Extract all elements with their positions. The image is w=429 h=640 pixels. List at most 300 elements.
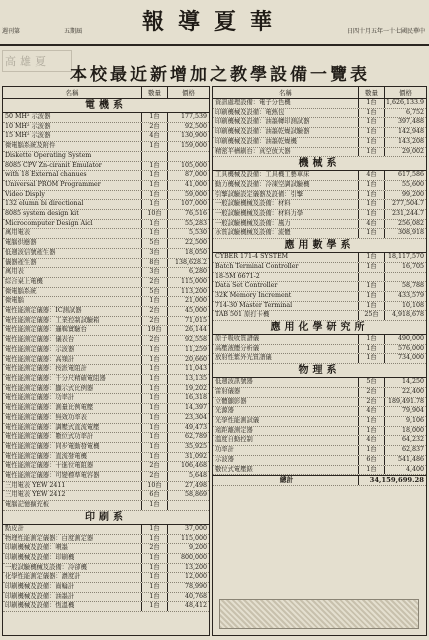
cell-price: [384, 273, 426, 282]
cell-price: 48,412: [167, 602, 209, 611]
cell-price: 62,789: [167, 433, 209, 442]
cell-name: CYBER 171-4 SYSTEM: [215, 253, 289, 261]
cell-name: 電性能測定儀器：示波器: [5, 345, 75, 353]
cell-name: 功率計: [215, 446, 234, 454]
total-value: 34,159,699.28: [358, 476, 426, 485]
cell-price: 105,000: [167, 162, 209, 171]
right-column: [212, 86, 427, 636]
cell-name: 引擎試驗設定儀器及設備：引擎: [215, 190, 304, 198]
cell-price: 37,000: [167, 525, 209, 534]
cell-qty: 1台: [358, 99, 384, 108]
cell-price: 78,990: [167, 583, 209, 592]
table-row: [3, 210, 209, 220]
cell-name: 8085 system design kit: [5, 210, 79, 218]
table-row: [3, 346, 209, 356]
table-row: [213, 282, 426, 292]
cell-qty: 2台: [141, 462, 167, 471]
cell-name: 資訊處理設備：電子分色機: [215, 99, 291, 106]
cell-price: 16,705: [384, 263, 426, 272]
cell-qty: 1台: [358, 466, 384, 475]
cell-price: 59,000: [167, 191, 209, 200]
cell-qty: 2台: [141, 278, 167, 287]
cell-qty: 5台: [141, 239, 167, 248]
cell-qty: 5台: [141, 288, 167, 297]
table-row: [3, 229, 209, 239]
cell-qty: 2台: [141, 123, 167, 132]
cell-price: 20,660: [167, 356, 209, 365]
cell-price: 49,473: [167, 424, 209, 433]
cell-price: 71,015: [167, 317, 209, 326]
cell-qty: 1台: [358, 200, 384, 209]
table-row: [3, 220, 209, 230]
cell-qty: 1台: [141, 142, 167, 151]
cell-qty: 1台: [358, 335, 384, 344]
table-row: [213, 388, 426, 398]
cell-name: 放射性紫外光質譜儀: [215, 354, 272, 362]
table-row: [3, 297, 209, 307]
cell-price: 18,000: [384, 427, 426, 436]
cell-qty: 1台: [358, 292, 384, 301]
cell-price: [167, 152, 209, 161]
paper-name: 報導夏華: [142, 9, 287, 35]
cell-name: 電性能測定儀器：無效功率表: [5, 413, 87, 421]
cell-qty: 8台: [141, 259, 167, 268]
cell-qty: 1台: [358, 446, 384, 455]
cell-name: 電性能測定儀器：調壓式直流電壓: [5, 423, 100, 431]
cell-name: 微電腦: [5, 297, 24, 305]
table-row: [3, 162, 209, 172]
cell-name: 萬用電表: [5, 229, 31, 237]
cell-name: 動力機械及設備：冷凍空調試驗機: [215, 180, 310, 188]
cell-name: Batch Terminal Controller: [215, 262, 299, 270]
cell-name: 物理性能測定儀器：白度測定器: [5, 534, 94, 542]
cell-qty: [141, 152, 167, 161]
cell-qty: 1台: [141, 583, 167, 592]
cell-qty: 1台: [358, 263, 384, 272]
cell-qty: 2台: [141, 307, 167, 316]
table-row: [213, 345, 426, 355]
cell-price: 115,000: [167, 535, 209, 544]
cell-price: 58,869: [167, 491, 209, 500]
section-title: 電機系: [3, 99, 209, 113]
cell-price: 99,200: [384, 191, 426, 200]
table-row: [213, 109, 426, 119]
cell-qty: 1台: [358, 191, 384, 200]
cell-name: 數位式電壓錶: [215, 465, 253, 473]
section-title: 印刷系: [3, 511, 209, 525]
header-qty: 數量: [358, 87, 384, 98]
header-name: 名稱: [65, 89, 79, 97]
table-row: [3, 433, 209, 443]
cell-qty: 1台: [141, 191, 167, 200]
cell-qty: 10台: [141, 482, 167, 491]
right-table-body: [213, 99, 426, 475]
table-row: [213, 456, 426, 466]
cell-name: Video Disply: [5, 190, 45, 198]
table-row: [3, 394, 209, 404]
cell-qty: 2台: [141, 336, 167, 345]
cell-price: 5,530: [167, 229, 209, 238]
cell-qty: 4台: [358, 407, 384, 416]
cell-price: 55,283: [167, 220, 209, 229]
cell-name: 一般試驗機械及設備：材料力學: [215, 210, 304, 218]
table-row: [3, 181, 209, 191]
cell-price: 107,000: [167, 200, 209, 209]
cell-price: 14,397: [167, 404, 209, 413]
cell-price: 31,092: [167, 453, 209, 462]
cell-name: Data Set Controller: [215, 282, 278, 290]
cell-qty: 4台: [358, 220, 384, 229]
cell-name: 高壓液體分析儀: [215, 344, 260, 352]
cell-qty: 1台: [141, 385, 167, 394]
cell-name: 印刷機械及設備：油墨計: [5, 592, 75, 600]
cell-name: 工具機械及設備：工具機工藝車床: [215, 171, 310, 179]
section-title: 應用化學研究所: [213, 321, 426, 335]
cell-price: 9,106: [384, 417, 426, 426]
table-row: [3, 544, 209, 554]
cell-price: 397,488: [384, 118, 426, 127]
cell-name: 電性能測定儀器：數位式功率計: [5, 433, 94, 441]
table-row: [3, 171, 209, 181]
cell-name: 印刷機械及設備：齒輪計: [5, 583, 75, 591]
table-row: [3, 336, 209, 346]
table-row: [3, 501, 209, 511]
cell-price: 9,200: [167, 544, 209, 553]
cell-price: 177,539: [167, 113, 209, 122]
cell-qty: 1台: [141, 404, 167, 413]
cell-qty: 1台: [358, 109, 384, 118]
left-table-body: [3, 99, 209, 612]
cell-qty: 1台: [141, 443, 167, 452]
table-row: [3, 132, 209, 142]
table-row: [213, 446, 426, 456]
cell-name: Diskette Operating System: [5, 151, 92, 159]
cell-qty: 1台: [358, 118, 384, 127]
cell-price: 22,500: [167, 239, 209, 248]
table-row: [3, 424, 209, 434]
table-row: [213, 273, 426, 283]
table-row: [3, 491, 209, 501]
cell-name: Microcomputer Design Aicl: [5, 219, 93, 227]
table-row: [213, 354, 426, 364]
cell-price: 13,135: [167, 375, 209, 384]
cell-name: 18-5M 6671-2: [215, 272, 260, 280]
cell-price: 5,648: [167, 472, 209, 481]
cell-price: 29,002: [384, 148, 426, 157]
cell-price: [167, 501, 209, 510]
table-row: [213, 436, 426, 446]
cell-qty: 1台: [358, 210, 384, 219]
cell-price: 18,050: [167, 249, 209, 258]
cell-name: 10 MH² 示波器: [5, 122, 51, 130]
cell-name: 電性能測定儀器：邏輯實驗台: [5, 326, 87, 334]
table-row: [3, 307, 209, 317]
cell-price: 130,900: [167, 132, 209, 141]
cell-qty: 1台: [141, 365, 167, 374]
table-row: [3, 554, 209, 564]
table-row: [3, 191, 209, 201]
cell-name: 電性能測定儀器：測量比例電壓: [5, 404, 94, 412]
cell-price: 10,108: [384, 302, 426, 311]
cell-name: 印刷機械及設備：油墨轉印測試器: [215, 118, 310, 126]
cell-price: 138,628.2: [167, 259, 209, 268]
cell-qty: 1台: [141, 593, 167, 602]
cell-name: 三用電表 YEW 2411: [5, 481, 66, 489]
cell-name: 立體顯影器: [215, 397, 247, 405]
table-row: [213, 311, 426, 321]
table-row: [3, 259, 209, 269]
cell-name: 8085 CPV Zn-ciranit Emulator: [5, 161, 102, 169]
cell-qty: 1台: [141, 229, 167, 238]
header-price: 價格: [384, 87, 426, 98]
cell-qty: 1台: [141, 171, 167, 180]
table-row: [3, 535, 209, 545]
cell-price: 62,837: [384, 446, 426, 455]
cell-name: 電性能測定儀器：十進位電阻器: [5, 462, 94, 470]
cell-price: 11,259: [167, 346, 209, 355]
table-row: [213, 210, 426, 220]
cell-price: 142,948: [384, 128, 426, 137]
table-row: [3, 414, 209, 424]
cell-name: 32K Memory Increment: [215, 291, 292, 299]
cell-name: 光學性能測試儀: [215, 416, 260, 424]
table-row: [3, 583, 209, 593]
cell-name: 印刷機械及設備：印刷機: [5, 553, 75, 561]
cell-price: 256,082: [384, 220, 426, 229]
table-row: [3, 326, 209, 336]
cell-price: 4,918,678: [384, 311, 426, 320]
cell-name: 電性能測定儀器：直流發電機: [5, 452, 87, 460]
cell-qty: 1台: [141, 200, 167, 209]
cell-price: 11,043: [167, 365, 209, 374]
table-row: [3, 385, 209, 395]
cell-price: 106,468: [167, 462, 209, 471]
cell-price: 113,200: [167, 288, 209, 297]
cell-qty: 1台: [358, 148, 384, 157]
table-row: [3, 573, 209, 583]
table-row: [213, 99, 426, 109]
cell-name: 電性能測定儀器：高頻計: [5, 355, 75, 363]
cell-qty: 1台: [358, 427, 384, 436]
section-title: 應用數學系: [213, 239, 426, 253]
cell-qty: 2台: [141, 472, 167, 481]
masthead: [0, 0, 429, 46]
cell-qty: 25台: [358, 311, 384, 320]
cell-price: 14,250: [384, 378, 426, 387]
cell-name: 電性能測定儀器：可變標準電容器: [5, 472, 100, 480]
cell-name: 電性能測定儀器：同步電動發電機: [5, 442, 100, 450]
cell-qty: 10台: [141, 210, 167, 219]
cell-name: 電性能測定儀器：IC測試器: [5, 307, 82, 315]
cell-price: 115,000: [167, 278, 209, 287]
cell-price: 64,232: [384, 436, 426, 445]
cell-price: 308,918: [384, 229, 426, 238]
cell-name: 電腦供應器: [5, 239, 37, 247]
cell-qty: 1台: [358, 181, 384, 190]
cell-qty: 1台: [141, 535, 167, 544]
table-row: [213, 407, 426, 417]
cell-qty: 1台: [141, 433, 167, 442]
cell-price: 277,504.7: [384, 200, 426, 209]
cell-qty: 1台: [141, 220, 167, 229]
cell-price: 189,491.78: [384, 398, 426, 407]
table-row: [3, 200, 209, 210]
table-row: [213, 302, 426, 312]
cell-name: 電性能測定儀器：按派電阻計: [5, 365, 87, 373]
cell-name: 一般試驗機械及設備：材料: [215, 200, 291, 208]
cell-price: 76,516: [167, 210, 209, 219]
cell-price: 92,500: [167, 123, 209, 132]
cell-price: 40,768: [167, 593, 209, 602]
cell-qty: 1台: [358, 302, 384, 311]
cell-price: 1,626,133.9: [385, 99, 424, 106]
table-row: [3, 288, 209, 298]
cell-name: 微電腦系統: [5, 287, 37, 295]
cell-qty: 1台: [141, 501, 167, 510]
cell-price: 143,208: [384, 138, 426, 147]
cell-price: 490,000: [384, 335, 426, 344]
cell-price: 734,000: [384, 354, 426, 363]
cell-qty: 1台: [141, 602, 167, 611]
cell-price: 79,904: [384, 407, 426, 416]
decorative-illustration: [219, 599, 419, 629]
cell-qty: 4台: [358, 436, 384, 445]
cell-name: 15 MH² 示波器: [5, 132, 51, 140]
table-row: [3, 142, 209, 152]
cell-name: 示波器: [215, 455, 234, 463]
faded-stamp: 高雄夏: [2, 50, 72, 72]
cell-qty: 1台: [141, 573, 167, 582]
cell-name: 電腦記憶擴充板: [5, 501, 50, 509]
table-row: [213, 263, 426, 273]
cell-price: 576,000: [384, 345, 426, 354]
cell-qty: 1台: [141, 297, 167, 306]
cell-name: 低週波訊號器: [215, 378, 253, 386]
cell-name: 化學性能測定儀器：濃度計: [5, 573, 81, 581]
table-row: [3, 525, 209, 535]
cell-qty: 1台: [358, 417, 384, 426]
date-line: 日四十月五年一十七國民華中: [346, 28, 425, 35]
table-row: [213, 335, 426, 345]
cell-name: 三用電表 YEW 2412: [5, 491, 66, 499]
cell-price: 18,117,570: [384, 253, 426, 262]
table-row: [3, 249, 209, 259]
cell-price: 433,579: [384, 292, 426, 301]
header-qty: 數量: [141, 87, 167, 98]
cell-name: with 18 External chanues: [5, 171, 87, 179]
cell-name: 溫度自動控制: [215, 436, 253, 444]
cell-qty: 1台: [141, 113, 167, 122]
table-row: [213, 128, 426, 138]
table-row: [3, 564, 209, 574]
cell-qty: 1台: [141, 564, 167, 573]
cell-name: 點皮計: [5, 524, 24, 532]
cell-price: 4,400: [384, 466, 426, 475]
table-row: [3, 152, 209, 162]
cell-qty: 1台: [141, 424, 167, 433]
cell-qty: 1台: [358, 354, 384, 363]
table-row: [3, 602, 209, 612]
table-row: [213, 181, 426, 191]
table-row: [3, 239, 209, 249]
section-title: 物理系: [213, 364, 426, 378]
table-row: [3, 472, 209, 482]
cell-name: 印刷機械及設備：恆溫機: [5, 602, 75, 610]
cell-qty: 1台: [358, 345, 384, 354]
table-row: [3, 278, 209, 288]
table-row: [213, 171, 426, 181]
table-row: [213, 253, 426, 263]
table-row: [213, 200, 426, 210]
cell-name: 電性能測定儀器：千分尺精確電阻器: [5, 374, 106, 382]
cell-qty: 1台: [141, 554, 167, 563]
cell-price: 16,318: [167, 394, 209, 403]
cell-name: 一般試驗機械及設備：冷卻機: [5, 563, 87, 571]
table-row: [3, 123, 209, 133]
table-row: [3, 113, 209, 123]
cell-price: 58,788: [384, 282, 426, 291]
cell-name: TAB 501 原打卡機: [215, 311, 270, 319]
cell-price: 41,000: [167, 181, 209, 190]
table-row: [213, 427, 426, 437]
table-row: [213, 378, 426, 388]
table-row: [3, 317, 209, 327]
cell-name: 一般試驗機械及設備：風力: [215, 219, 291, 227]
cell-qty: 1台: [358, 253, 384, 262]
table-row: [3, 375, 209, 385]
cell-qty: 1台: [141, 525, 167, 534]
cell-price: 159,000: [167, 142, 209, 151]
cell-qty: 2台: [358, 388, 384, 397]
cell-name: 微電腦系統及附件: [5, 142, 56, 150]
table-header: [3, 87, 209, 99]
table-row: [213, 118, 426, 128]
cell-name: 電性能測定儀器：儀表台: [5, 336, 75, 344]
cell-price: 23,304: [167, 414, 209, 423]
cell-qty: 1台: [358, 128, 384, 137]
issue-label: 週刊第: [2, 28, 21, 35]
cell-price: 541,486: [384, 456, 426, 465]
cell-price: 19,202: [167, 385, 209, 394]
table-row: [3, 356, 209, 366]
cell-qty: 1台: [141, 414, 167, 423]
table-row: [213, 138, 426, 148]
table-row: [213, 292, 426, 302]
cell-name: 50 MH² 示波器: [5, 113, 51, 120]
cell-qty: 1台: [141, 356, 167, 365]
cell-price: 27,498: [167, 482, 209, 491]
cell-qty: 1台: [141, 162, 167, 171]
cell-qty: 1台: [141, 394, 167, 403]
cell-qty: 4台: [141, 132, 167, 141]
cell-qty: 19台: [141, 326, 167, 335]
table-row: [3, 482, 209, 492]
table-row: [213, 466, 426, 476]
cell-name: 萬用表: [5, 268, 24, 276]
cell-name: 遠距離測定器: [215, 426, 253, 434]
cell-name: 低週波信號產生器: [5, 248, 56, 256]
cell-qty: 1台: [358, 138, 384, 147]
cell-qty: 6台: [141, 491, 167, 500]
cell-qty: 2台: [358, 398, 384, 407]
header-name: 名稱: [279, 89, 292, 97]
cell-price: 6,280: [167, 268, 209, 277]
table-row: [213, 191, 426, 201]
table-row: [3, 268, 209, 278]
cell-price: 87,000: [167, 171, 209, 180]
cell-name: 雷射儀器: [215, 387, 241, 395]
table-row: [3, 443, 209, 453]
